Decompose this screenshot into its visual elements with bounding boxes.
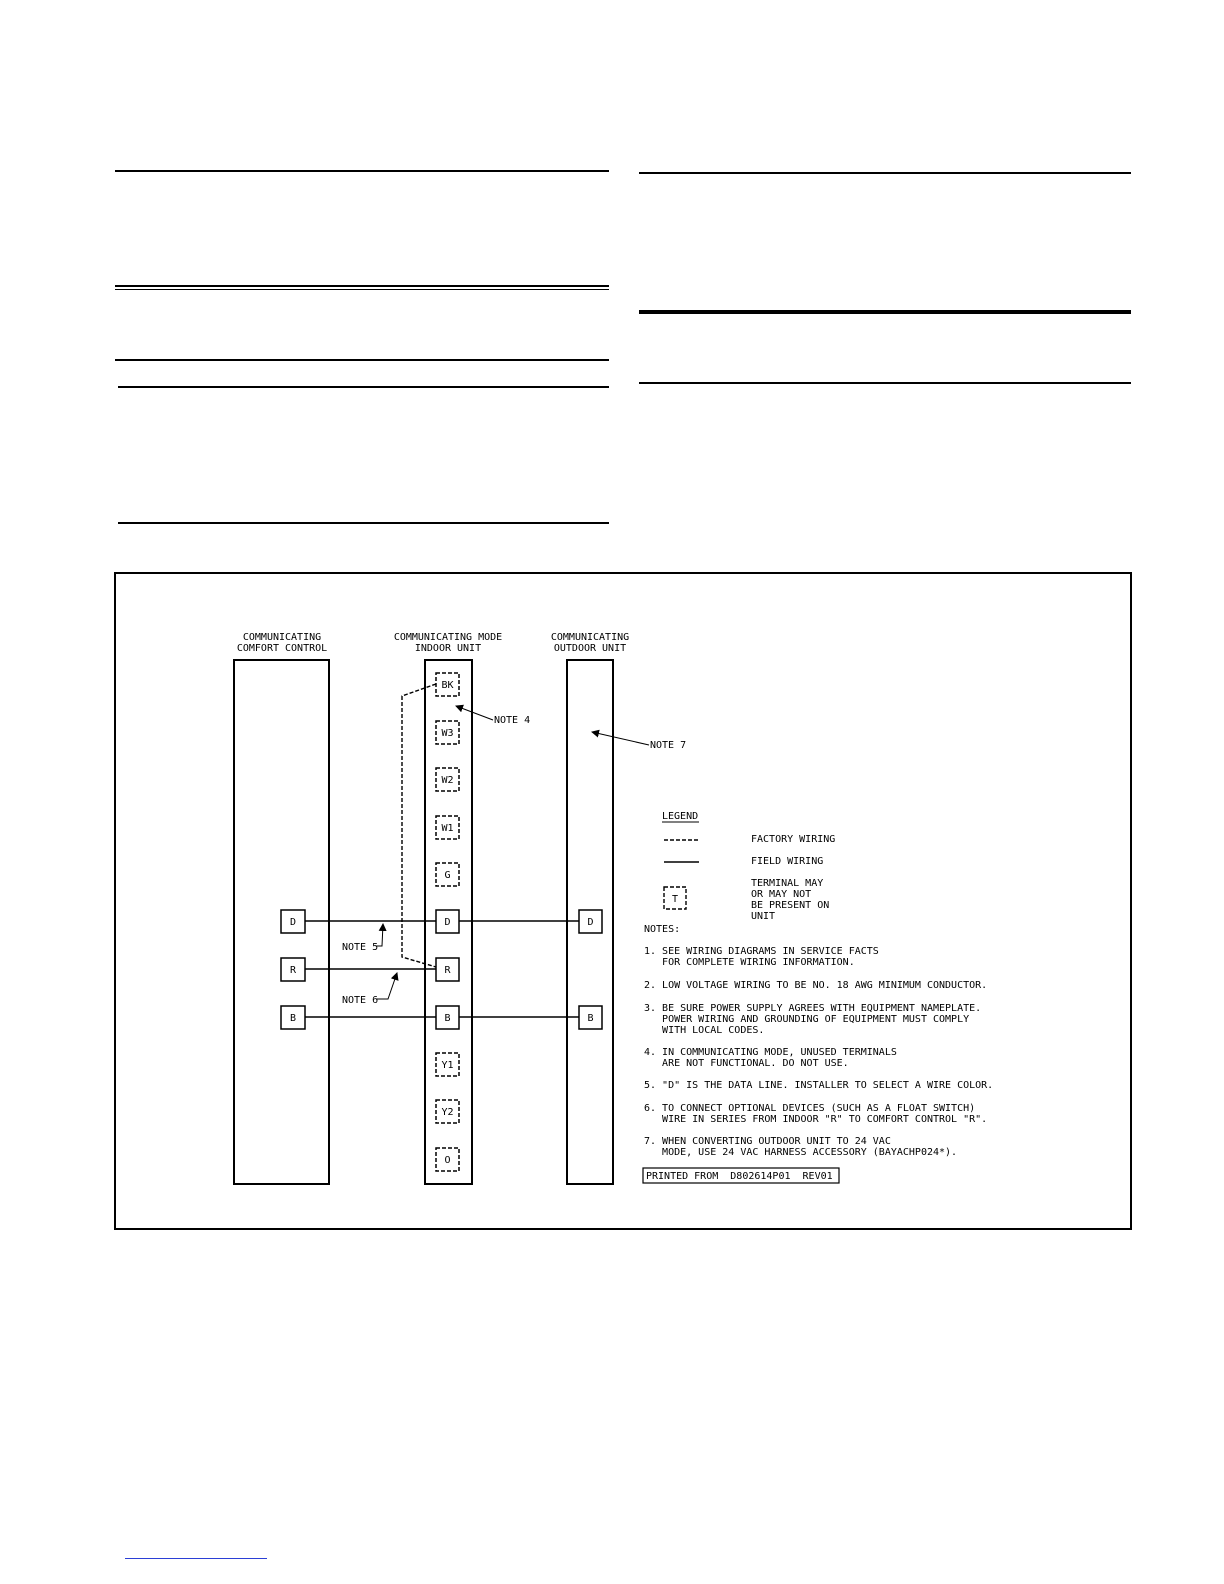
terminal-y1-label: Y1	[441, 1060, 454, 1071]
terminal-r-indoor-label: R	[444, 965, 451, 976]
terminal-d-comfort-label: D	[289, 917, 297, 928]
note3-line2: POWER WIRING AND GROUNDING OF EQUIPMENT MUST COMPLY	[644, 1014, 970, 1025]
indoor-unit-header-line1: COMMUNICATING MODE	[393, 632, 503, 643]
comfort-control-header-line2: COMFORT CONTROL	[236, 643, 328, 654]
outdoor-unit-header-line1: COMMUNICATING	[550, 632, 630, 643]
terminal-b-outdoor-label: B	[587, 1013, 594, 1024]
right-rule-2	[639, 310, 1131, 314]
printed-from-label: PRINTED FROM D802614P01 REV01	[646, 1171, 833, 1182]
legend-field-label: FIELD WIRING	[751, 856, 824, 867]
wiring-diagram	[116, 574, 1130, 1228]
legend-terminal-line4: UNIT	[751, 911, 776, 922]
note7-line2: MODE, USE 24 VAC HARNESS ACCESSORY (BAYACHP024*).	[644, 1147, 958, 1158]
terminal-r-comfort-label: R	[289, 965, 297, 976]
legend-terminal-line2: OR MAY NOT	[751, 889, 812, 900]
note4-line2: ARE NOT FUNCTIONAL. DO NOT USE.	[644, 1058, 849, 1069]
note7-leader	[592, 732, 649, 745]
note6-line1: 6. TO CONNECT OPTIONAL DEVICES (SUCH AS A FLOAT SWITCH)	[644, 1103, 976, 1114]
left-rule-5	[118, 522, 609, 524]
terminal-d-indoor-label: D	[444, 917, 451, 928]
legend-terminal-symbol-label: T	[671, 894, 679, 905]
left-rule-2a	[115, 285, 609, 287]
legend-title: LEGEND	[662, 811, 699, 822]
note4-line1: 4. IN COMMUNICATING MODE, UNUSED TERMINALS	[644, 1047, 897, 1058]
left-rule-1	[115, 170, 609, 172]
legend-factory-label: FACTORY WIRING	[751, 834, 836, 845]
note5-callout: NOTE 5	[342, 942, 379, 953]
note4-leader	[456, 706, 493, 720]
note5-line1: 5. "D" IS THE DATA LINE. INSTALLER TO SELECT A WIRE COLOR.	[644, 1080, 994, 1091]
left-rule-4	[118, 386, 609, 388]
terminal-o-label: O	[444, 1155, 451, 1166]
terminal-g-label: G	[444, 870, 451, 881]
note3-line1: 3. BE SURE POWER SUPPLY AGREES WITH EQUIPMENT NAMEPLATE.	[644, 1003, 982, 1014]
note1-line1: 1. SEE WIRING DIAGRAMS IN SERVICE FACTS	[644, 946, 879, 957]
footer-link-underline	[125, 1558, 267, 1559]
right-rule-1	[639, 172, 1131, 174]
comfort-control-header-line1: COMMUNICATING	[242, 632, 322, 643]
indoor-unit-header-line2: INDOOR UNIT	[414, 643, 482, 654]
note6-line2: WIRE IN SERIES FROM INDOOR "R" TO COMFORT CONTROL "R".	[644, 1114, 988, 1125]
notes-list	[644, 946, 993, 1158]
terminal-w3-label: W3	[441, 728, 454, 739]
terminal-w2-label: W2	[441, 775, 454, 786]
wiring-diagram-frame	[114, 572, 1132, 1230]
left-rule-2b	[115, 289, 609, 290]
terminal-b-comfort-label: B	[289, 1013, 297, 1024]
outdoor-unit-header-line2: OUTDOOR UNIT	[553, 643, 627, 654]
note6-callout: NOTE 6	[342, 995, 379, 1006]
terminal-b-indoor-label: B	[444, 1013, 451, 1024]
note1-line2: FOR COMPLETE WIRING INFORMATION.	[644, 957, 855, 968]
note2-line1: 2. LOW VOLTAGE WIRING TO BE NO. 18 AWG MINIMUM CONDUCTOR.	[644, 980, 988, 991]
terminal-y2-label: Y2	[441, 1107, 454, 1118]
legend-terminal-line1: TERMINAL MAY	[751, 878, 824, 889]
note3-line3: WITH LOCAL CODES.	[644, 1025, 765, 1036]
legend-terminal-line3: BE PRESENT ON	[751, 900, 830, 911]
note7-line1: 7. WHEN CONVERTING OUTDOOR UNIT TO 24 VAC	[644, 1136, 891, 1147]
terminal-d-outdoor-label: D	[587, 917, 594, 928]
factory-wire-bk-r	[402, 684, 436, 967]
left-rule-3	[115, 359, 609, 361]
terminal-bk-label: BK	[441, 680, 454, 691]
notes-title: NOTES:	[644, 924, 681, 935]
terminal-w1-label: W1	[441, 823, 454, 834]
note4-callout: NOTE 4	[494, 715, 531, 726]
note6-leader	[376, 973, 397, 999]
right-rule-3	[639, 382, 1131, 384]
note7-callout: NOTE 7	[650, 740, 687, 751]
